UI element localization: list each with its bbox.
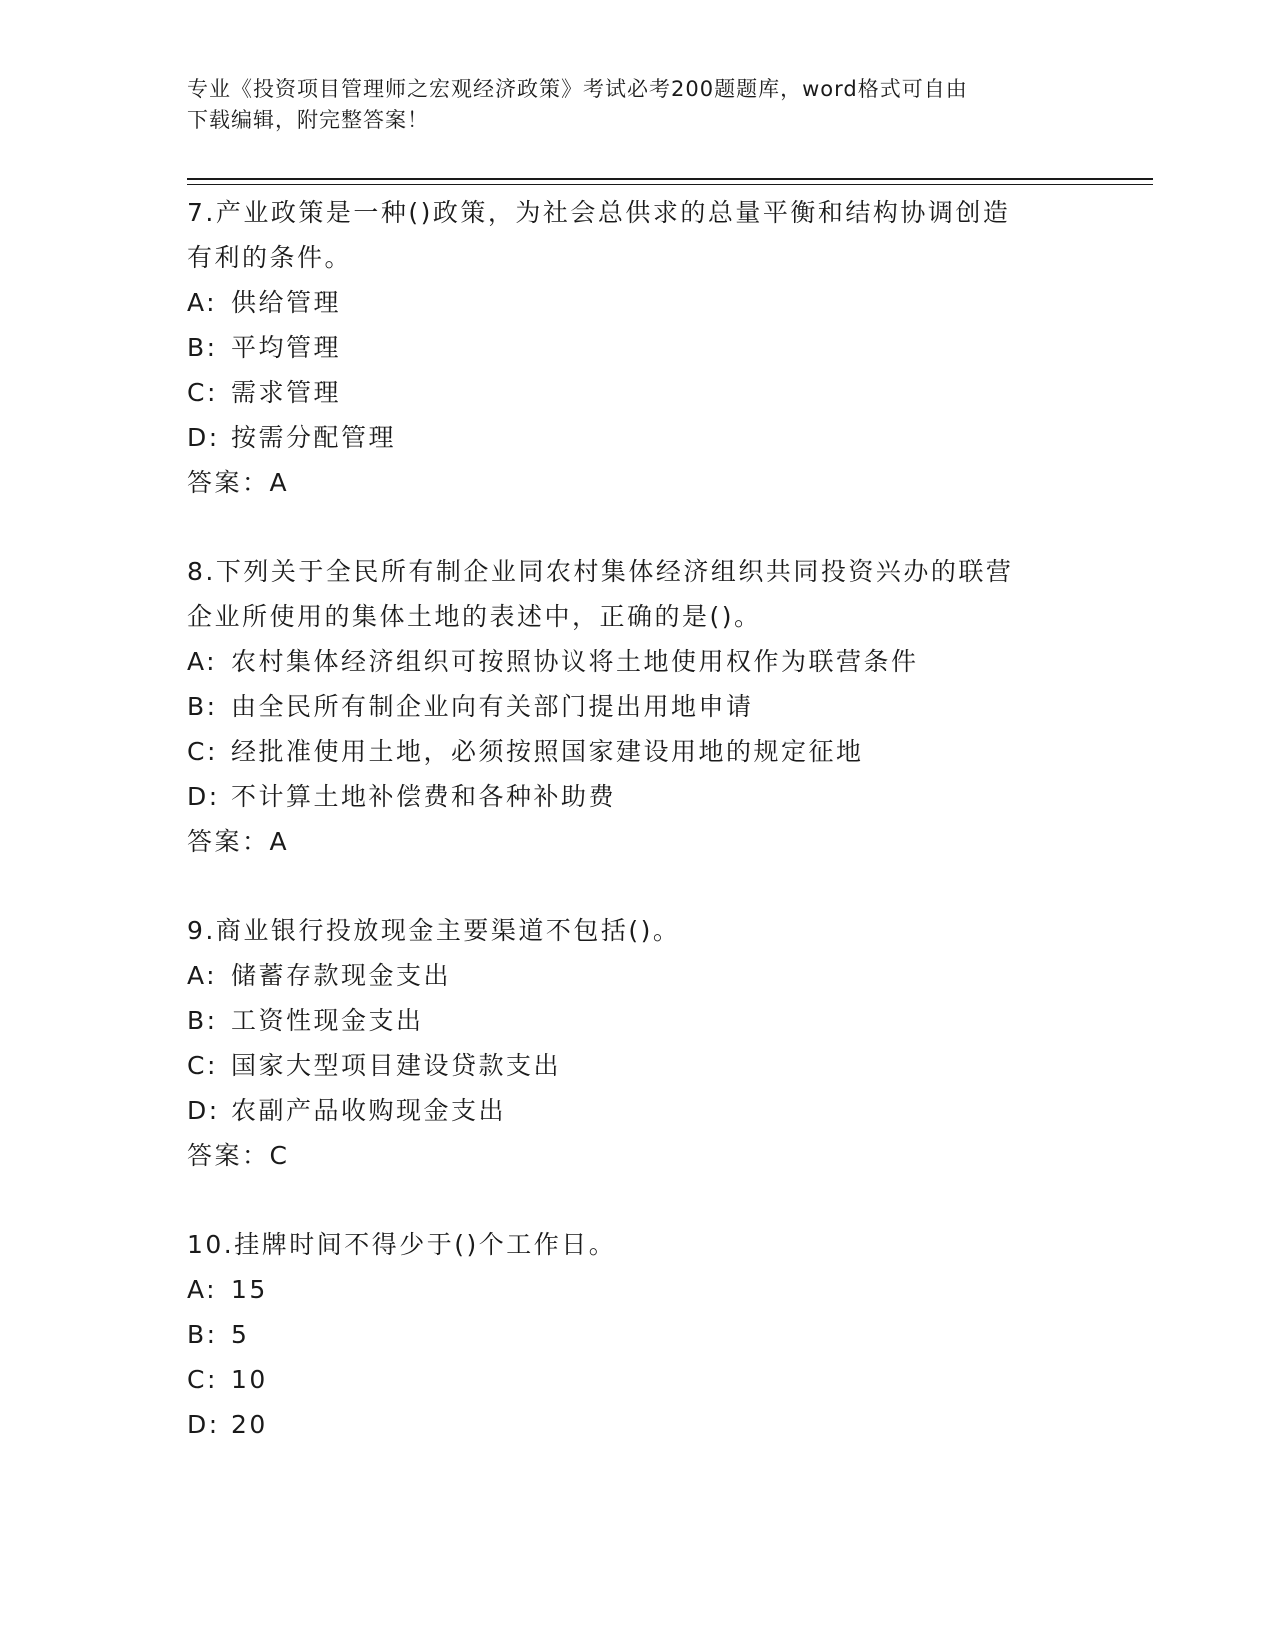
option-key: C: (187, 1365, 218, 1394)
option-text: 按需分配管理 (231, 423, 397, 452)
option-text: 供给管理 (231, 288, 342, 317)
option-text: 工资性现金支出 (231, 1006, 424, 1035)
option-text: 国家大型项目建设贷款支出 (231, 1051, 562, 1080)
question-spacer (187, 505, 1087, 549)
option-b (187, 325, 1087, 370)
option-a (187, 953, 1087, 998)
option-text: 5 (231, 1320, 250, 1349)
option-text: 农副产品收购现金支出 (231, 1096, 507, 1125)
option-a (187, 280, 1087, 325)
option-b (187, 684, 1087, 729)
header-line-2: 下载编辑，附完整答案！ (187, 108, 429, 132)
option-key: B: (187, 692, 218, 721)
option-key: D: (187, 1096, 220, 1125)
option-d (187, 774, 1087, 819)
option-text: 经批准使用土地，必须按照国家建设用地的规定征地 (231, 737, 864, 766)
document-header (187, 74, 1077, 136)
option-text: 20 (231, 1410, 268, 1439)
answer-line: 答案：A (187, 468, 290, 497)
option-text: 储蓄存款现金支出 (231, 961, 452, 990)
question-10 (187, 1222, 1087, 1447)
option-key: D: (187, 782, 220, 811)
option-text: 农村集体经济组织可按照协议将土地使用权作为联营条件 (231, 647, 919, 676)
option-key: A: (187, 1275, 218, 1304)
option-d (187, 1088, 1087, 1133)
option-b (187, 1312, 1087, 1357)
option-a (187, 639, 1087, 684)
option-key: C: (187, 1051, 218, 1080)
header-divider-thin (187, 184, 1153, 185)
question-stem: 8.下列关于全民所有制企业同农村集体经济组织共同投资兴办的联营 (187, 557, 1014, 586)
question-stem: 10.挂牌时间不得少于()个工作日。 (187, 1230, 617, 1259)
option-key: C: (187, 737, 218, 766)
option-d (187, 415, 1087, 460)
question-stem-continued: 有利的条件。 (187, 243, 353, 272)
option-a (187, 1267, 1087, 1312)
option-key: D: (187, 423, 220, 452)
option-c (187, 1043, 1087, 1088)
option-c (187, 729, 1087, 774)
answer-line: 答案：A (187, 827, 290, 856)
question-stem-continued: 企业所使用的集体土地的表述中，正确的是()。 (187, 602, 762, 631)
option-text: 平均管理 (231, 333, 342, 362)
option-key: A: (187, 961, 218, 990)
option-b (187, 998, 1087, 1043)
option-key: D: (187, 1410, 220, 1439)
question-stem: 9.商业银行投放现金主要渠道不包括()。 (187, 916, 681, 945)
option-c (187, 370, 1087, 415)
option-text: 10 (231, 1365, 268, 1394)
option-key: B: (187, 1006, 218, 1035)
question-stem: 7.产业政策是一种()政策，为社会总供求的总量平衡和结构协调创造 (187, 198, 1011, 227)
option-key: B: (187, 1320, 218, 1349)
question-8 (187, 549, 1087, 864)
option-text: 不计算土地补偿费和各种补助费 (231, 782, 617, 811)
question-9 (187, 908, 1087, 1178)
option-text: 由全民所有制企业向有关部门提出用地申请 (231, 692, 754, 721)
option-text: 需求管理 (231, 378, 342, 407)
option-key: A: (187, 647, 218, 676)
option-c (187, 1357, 1087, 1402)
question-spacer (187, 864, 1087, 908)
header-line-1: 专业《投资项目管理师之宏观经济政策》考试必考200题题库，word格式可自由 (187, 77, 968, 101)
option-key: C: (187, 378, 218, 407)
question-list (187, 190, 1087, 1447)
option-key: A: (187, 288, 218, 317)
option-text: 15 (231, 1275, 268, 1304)
option-key: B: (187, 333, 218, 362)
header-divider-thick (187, 178, 1153, 180)
question-7 (187, 190, 1087, 505)
question-spacer (187, 1178, 1087, 1222)
answer-line: 答案：C (187, 1141, 290, 1170)
option-d (187, 1402, 1087, 1447)
